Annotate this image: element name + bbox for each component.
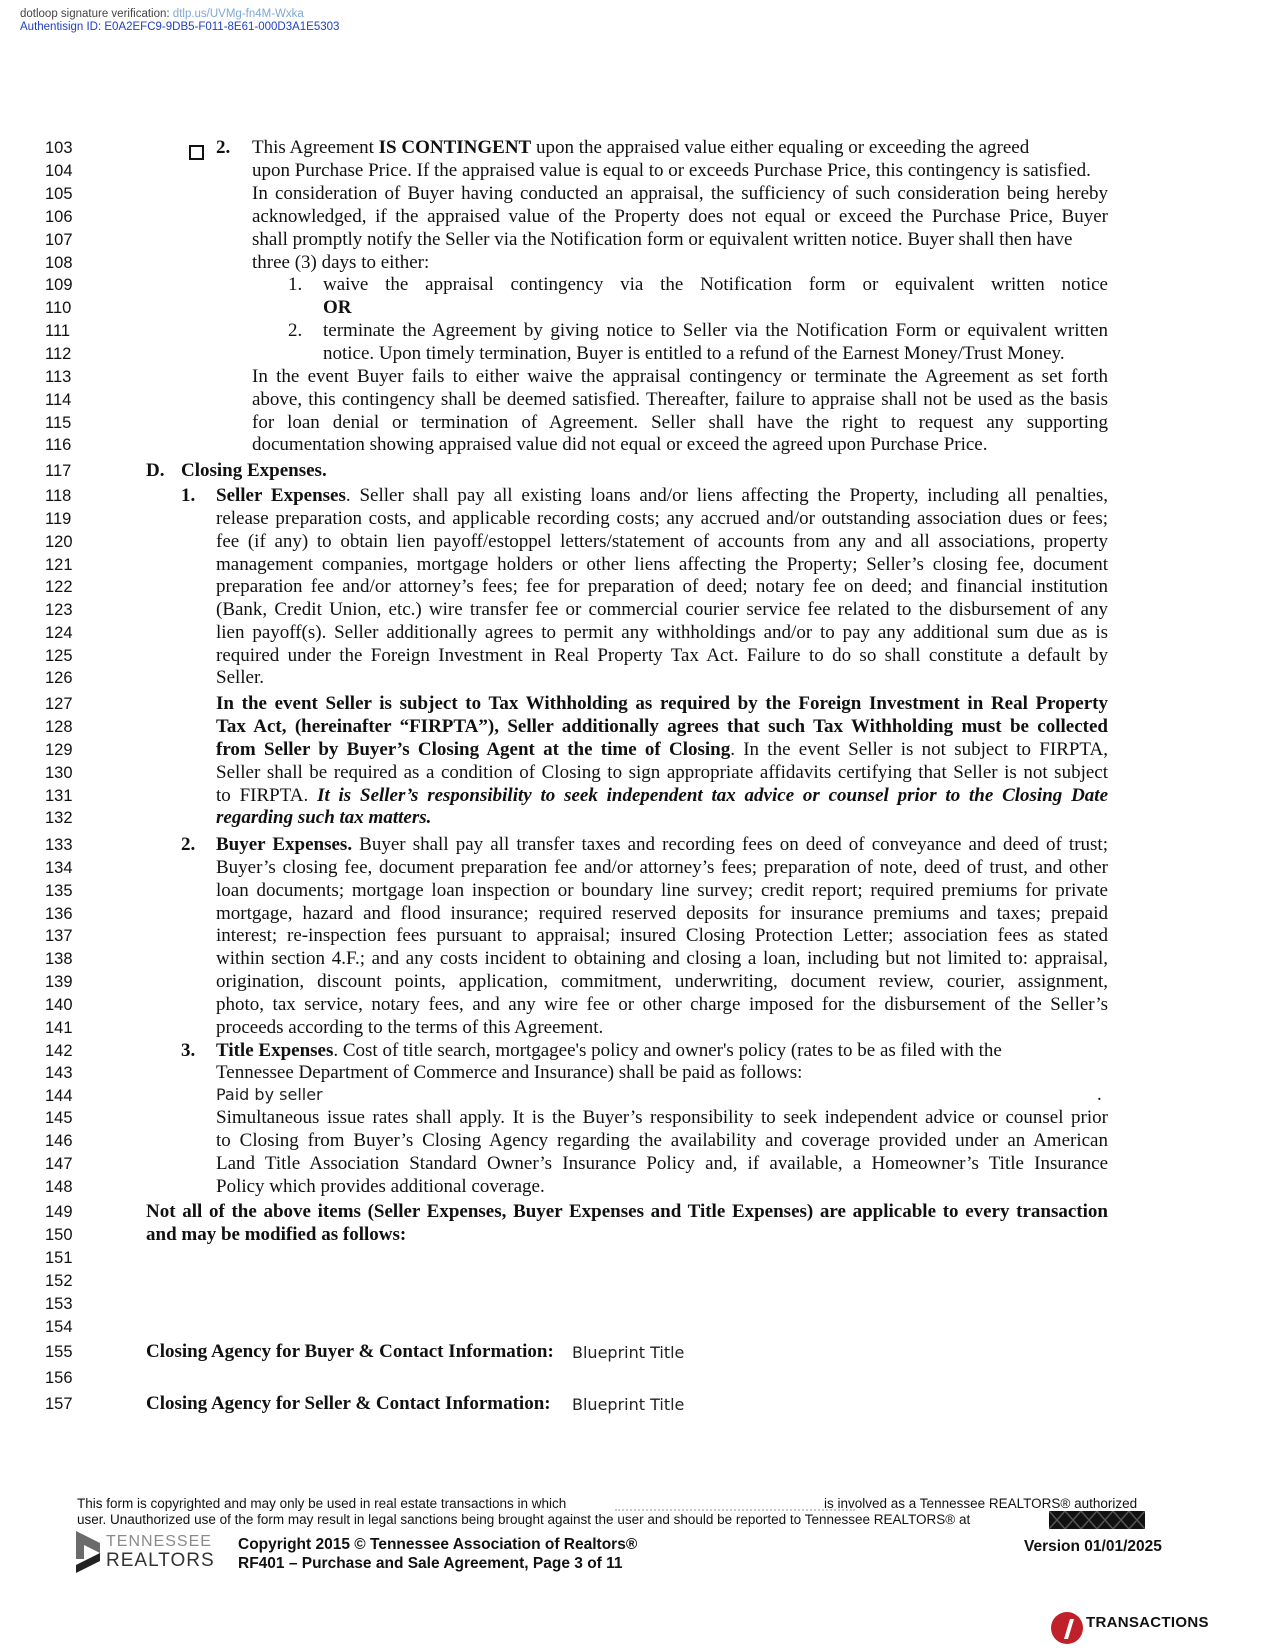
realtors-mark-icon bbox=[76, 1529, 106, 1575]
seller-line-4: management companies, mortgage holders or other liens affecting the Property; Seller’s closing fee, document bbox=[216, 554, 1108, 575]
transactions-mark-icon bbox=[1050, 1611, 1084, 1645]
line-number: 152 bbox=[45, 1272, 73, 1290]
appraisal-after-2: above, this contingency shall be deemed satisfied. Thereafter, failure to appraise shall not be used as the basis bbox=[252, 389, 1108, 410]
verification-line bbox=[20, 8, 339, 21]
line-number: 106 bbox=[45, 208, 73, 226]
verification-label: dotloop signature verification: bbox=[20, 8, 170, 20]
line-number: 111 bbox=[45, 322, 71, 340]
line-number: 148 bbox=[45, 1178, 73, 1196]
appraisal-line-5: shall promptly notify the Seller via the Notification form or equivalent written notice. Buyer shall then have bbox=[252, 229, 1073, 250]
option-2-line-1: terminate the Agreement by giving notice to Seller via the Notification Form or equivalent written bbox=[323, 320, 1108, 341]
option-or: OR bbox=[323, 297, 352, 318]
section-heading: Closing Expenses. bbox=[181, 460, 327, 481]
line-number: 143 bbox=[45, 1064, 73, 1082]
line-number: 146 bbox=[45, 1132, 73, 1150]
appraisal-after-1: In the event Buyer fails to either waive the appraisal contingency or terminate the Agreement as set forth bbox=[252, 366, 1108, 387]
buyer-line-1: Buyer Expenses. Buyer shall pay all transfer taxes and recording fees on deed of conveyance and deed of trust; bbox=[216, 834, 1108, 855]
line-number: 129 bbox=[45, 741, 73, 759]
logo-text-realtors: REALTORS bbox=[106, 1550, 215, 1571]
firpta-line-5: to FIRPTA. It is Seller’s responsibility to seek independent tax advice or counsel prior to the Closing Date bbox=[216, 785, 1108, 806]
verification-link[interactable]: dtlp.us/UVMg-fn4M-Wxka bbox=[172, 8, 304, 20]
line-number: 150 bbox=[45, 1226, 73, 1244]
seller-line-2: release preparation costs, and applicable recording costs; any accrued and/or outstanding association dues or fees; bbox=[216, 508, 1108, 529]
title-line-4: to Closing from Buyer’s Closing Agency regarding the availability and coverage provided under an American bbox=[216, 1130, 1108, 1151]
option-2-line-2: notice. Upon timely termination, Buyer is entitled to a refund of the Earnest Money/Trust Money. bbox=[323, 343, 1065, 364]
seller-line-1: Seller Expenses. Seller shall pay all existing loans and/or liens affecting the Property, including all penalties, bbox=[216, 485, 1108, 506]
title-line-6: Policy which provides additional coverage. bbox=[216, 1176, 545, 1197]
authentisign-id: Authentisign ID: E0A2EFC9-9DB5-F011-8E61-000D3A1E5303 bbox=[20, 21, 340, 33]
line-number: 113 bbox=[45, 368, 72, 386]
seller-line-5: preparation fee and/or attorney’s fees; fee for preparation of deed; notary fee on deed; and financial institution bbox=[216, 576, 1108, 597]
line-number: 156 bbox=[45, 1369, 73, 1387]
buyer-closing-agency-label: Closing Agency for Buyer & Contact Information: bbox=[146, 1341, 554, 1362]
line-number: 130 bbox=[45, 764, 73, 782]
line-number: 121 bbox=[45, 556, 73, 574]
line-number: 126 bbox=[45, 669, 73, 687]
line-number: 151 bbox=[45, 1249, 73, 1267]
line-number: 120 bbox=[45, 533, 73, 551]
title-line-2: Tennessee Department of Commerce and Insurance) shall be paid as follows: bbox=[216, 1062, 803, 1083]
form-version: Version 01/01/2025 bbox=[1024, 1538, 1162, 1555]
line-number: 122 bbox=[45, 578, 73, 596]
title-paid-by-field[interactable]: Paid by seller bbox=[216, 1085, 323, 1104]
line-number: 108 bbox=[45, 254, 73, 272]
line-number: 118 bbox=[45, 487, 72, 505]
seller-line-3: fee (if any) to obtain lien payoff/estoppel letters/statement of accounts from any and all associations, property bbox=[216, 531, 1108, 552]
line-number: 128 bbox=[45, 718, 73, 736]
buyer-line-5: interest; re-inspection fees pursuant to appraisal; insured Closing Protection Letter; association fees as stated bbox=[216, 925, 1108, 946]
line-number: 117 bbox=[45, 462, 72, 480]
line-number: 105 bbox=[45, 185, 73, 203]
copyright-line: Copyright 2015 © Tennessee Association of Realtors® bbox=[238, 1536, 638, 1553]
line-number: 137 bbox=[45, 927, 73, 945]
buyer-line-6: within section 4.F.; and any costs incident to obtaining and closing a loan, including but not limited to: appraisal, bbox=[216, 948, 1108, 969]
seller-expenses-number: 1. bbox=[181, 485, 196, 506]
seller-line-8: required under the Foreign Investment in Real Property Tax Act. Failure to do so shall constitute a default by bbox=[216, 645, 1108, 666]
buyer-line-4: mortgage, hazard and flood insurance; required reserved deposits for insurance premiums and taxes; prepaid bbox=[216, 903, 1108, 924]
line-number: 104 bbox=[45, 162, 73, 180]
line-number: 110 bbox=[45, 299, 72, 317]
modification-note-line-1: Not all of the above items (Seller Expenses, Buyer Expenses and Title Expenses) are applicable to every transaction bbox=[146, 1201, 1108, 1222]
line-number: 112 bbox=[45, 345, 72, 363]
buyer-line-3: loan documents; mortgage loan inspection or boundary line survey; credit report; required premiums for private bbox=[216, 880, 1108, 901]
line-number: 107 bbox=[45, 231, 73, 249]
tennessee-realtors-logo bbox=[76, 1529, 215, 1577]
line-number: 154 bbox=[45, 1318, 73, 1336]
appraisal-line-3: In consideration of Buyer having conducted an appraisal, the sufficiency of such consideration being hereby bbox=[252, 183, 1108, 204]
seller-line-7: lien payoff(s). Seller additionally agrees to permit any withholdings and/or to pay any additional sum due as is bbox=[216, 622, 1108, 643]
line-number: 141 bbox=[45, 1019, 73, 1037]
line-number: 115 bbox=[45, 414, 72, 432]
line-number: 155 bbox=[45, 1343, 73, 1361]
seller-closing-agency-label: Closing Agency for Seller & Contact Information: bbox=[146, 1393, 551, 1414]
appraisal-line-4: acknowledged, if the appraised value of the Property does not equal or exceed the Purchase Price, Buyer bbox=[252, 206, 1108, 227]
line-number: 103 bbox=[45, 139, 73, 157]
line-number: 153 bbox=[45, 1295, 73, 1313]
line-number: 140 bbox=[45, 996, 73, 1014]
clause-number: 2. bbox=[216, 137, 231, 158]
buyer-line-2: Buyer’s closing fee, document preparation fee and/or attorney’s fees; preparation of note, deed of trust, and other bbox=[216, 857, 1108, 878]
option-2-number: 2. bbox=[288, 320, 303, 341]
line-number: 138 bbox=[45, 950, 73, 968]
copyright-notice-line-1: This form is copyrighted and may only be used in real estate transactions in which is involved as a Tennessee REALTORS® authorized bbox=[77, 1496, 1138, 1511]
line-number: 145 bbox=[45, 1109, 73, 1127]
firpta-line-6: regarding such tax matters. bbox=[216, 807, 432, 828]
appraisal-contingency-checkbox[interactable] bbox=[189, 145, 204, 160]
line-number: 116 bbox=[45, 436, 72, 454]
firpta-line-2: Tax Act, (hereinafter “FIRPTA”), Seller additionally agrees that such Tax Withholding must be collected bbox=[216, 716, 1108, 737]
line-number: 131 bbox=[45, 787, 73, 805]
line-number: 132 bbox=[45, 809, 73, 827]
line-number: 125 bbox=[45, 647, 73, 665]
copyright-notice-line-2: user. Unauthorized use of the form may result in legal sanctions being brought against the user and should be reported to Tennessee REALTORS® at bbox=[77, 1512, 971, 1527]
appraisal-after-4: documentation showing appraised value did not equal or exceed the agreed upon Purchase Price. bbox=[252, 434, 988, 455]
buyer-expenses-number: 2. bbox=[181, 834, 196, 855]
line-number: 144 bbox=[45, 1087, 73, 1105]
modification-note-line-2: and may be modified as follows: bbox=[146, 1224, 407, 1245]
option-1-number: 1. bbox=[288, 274, 303, 295]
buyer-line-9: proceeds according to the terms of this Agreement. bbox=[216, 1017, 604, 1038]
seller-line-9: Seller. bbox=[216, 667, 265, 688]
redacted-contact bbox=[1049, 1511, 1145, 1529]
line-number: 119 bbox=[45, 510, 72, 528]
line-number: 139 bbox=[45, 973, 73, 991]
firpta-line-1: In the event Seller is subject to Tax Withholding as required by the Foreign Investment in Real Property bbox=[216, 693, 1108, 714]
buyer-line-7: origination, discount points, application, commitment, underwriting, document review, courier, assignment, bbox=[216, 971, 1108, 992]
line-number: 114 bbox=[45, 391, 72, 409]
line-number: 157 bbox=[45, 1395, 73, 1413]
appraisal-line-2: upon Purchase Price. If the appraised value is equal to or exceeds Purchase Price, this contingency is satisfied. bbox=[252, 160, 1091, 181]
firpta-line-4: Seller shall be required as a condition of Closing to sign appropriate affidavits certifying that Seller is not subject bbox=[216, 762, 1108, 783]
transactions-logo-text: TRANSACTIONS bbox=[1086, 1614, 1209, 1631]
firpta-line-3: from Seller by Buyer’s Closing Agent at the time of Closing. In the event Seller is not subject to FIRPTA, bbox=[216, 739, 1108, 760]
title-line-1: Title Expenses. Cost of title search, mortgagee's policy and owner's policy (rates to be as filed with the bbox=[216, 1040, 1002, 1061]
buyer-line-8: photo, tax service, notary fees, and any wire fee or other charge imposed for the disbursement of the Seller’s bbox=[216, 994, 1108, 1015]
section-letter: D. bbox=[146, 460, 165, 481]
appraisal-line-1: This Agreement IS CONTINGENT upon the appraised value either equaling or exceeding the agreed bbox=[252, 137, 1030, 158]
appraisal-line-6: three (3) days to either: bbox=[252, 252, 430, 273]
title-line-3: Simultaneous issue rates shall apply. It is the Buyer’s responsibility to seek independent advice or counsel prior bbox=[216, 1107, 1108, 1128]
buyer-closing-agency-field[interactable]: Blueprint Title bbox=[572, 1343, 685, 1362]
line-number: 133 bbox=[45, 836, 73, 854]
signature-verification-header bbox=[20, 8, 339, 34]
seller-closing-agency-field[interactable]: Blueprint Title bbox=[572, 1395, 685, 1414]
transactions-logo bbox=[1050, 1611, 1265, 1649]
title-fill-period: . bbox=[1097, 1084, 1102, 1105]
line-number: 124 bbox=[45, 624, 73, 642]
logo-text-tennessee: TENNESSEE bbox=[106, 1533, 212, 1550]
line-number: 123 bbox=[45, 601, 73, 619]
line-number: 109 bbox=[45, 276, 73, 294]
line-number: 134 bbox=[45, 859, 73, 877]
redaction-pattern bbox=[1049, 1511, 1145, 1529]
title-line-5: Land Title Association Standard Owner’s Insurance Policy and, if available, a Homeowner’s Title Insurance bbox=[216, 1153, 1108, 1174]
title-expenses-number: 3. bbox=[181, 1040, 196, 1061]
line-number: 135 bbox=[45, 882, 73, 900]
line-number: 142 bbox=[45, 1042, 73, 1060]
line-number: 147 bbox=[45, 1155, 73, 1173]
form-title: RF401 – Purchase and Sale Agreement, Page 3 of 11 bbox=[238, 1555, 623, 1572]
line-number: 136 bbox=[45, 905, 73, 923]
option-1-text: waive the appraisal contingency via the Notification form or equivalent written notice bbox=[323, 274, 1108, 295]
seller-line-6: (Bank, Credit Union, etc.) wire transfer fee or commercial courier service fee related to the disbursement of any bbox=[216, 599, 1108, 620]
line-number: 127 bbox=[45, 695, 73, 713]
line-number: 149 bbox=[45, 1203, 73, 1221]
appraisal-after-3: for loan denial or termination of Agreement. Seller shall have the right to request any supporting bbox=[252, 412, 1108, 433]
